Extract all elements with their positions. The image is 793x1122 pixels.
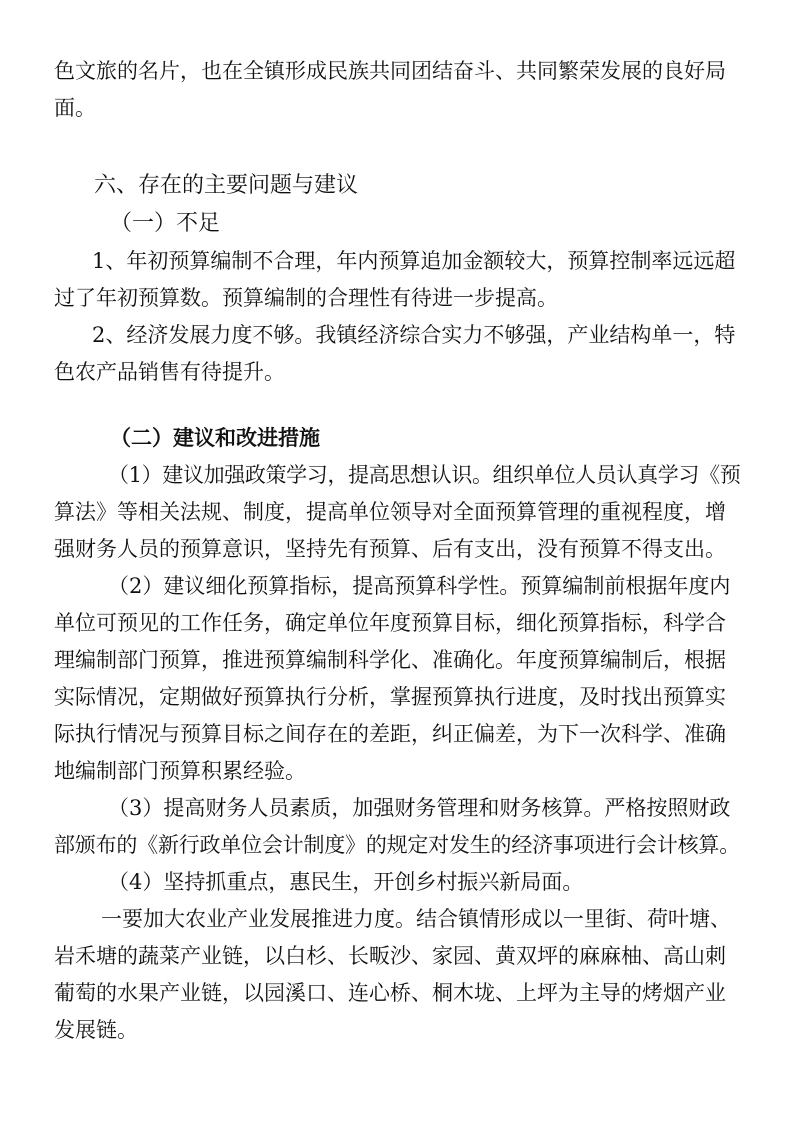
paragraph-line: 际执行情况与预算目标之间存在的差距，纠正偏差，为下一次科学、准确 [54, 722, 726, 746]
paragraph-line: 一要加大农业产业发展推进力度。结合镇情形成以一里街、荷叶塘、 [101, 907, 731, 931]
paragraph-line: （4）坚持抓重点，惠民生，开创乡村振兴新局面。 [108, 870, 584, 894]
paragraph-line: （3）提高财务人员素质，加强财务管理和财务核算。严格按照财政 [108, 796, 731, 820]
paragraph-line: 实际情况，定期做好预算执行分析，掌握预算执行进度，及时找出预算实 [54, 685, 726, 709]
paragraph-line: 发展链。 [54, 1018, 138, 1042]
paragraph-line: 过了年初预算数。预算编制的合理性有待进一步提高。 [54, 286, 558, 310]
paragraph-line: 1、年初预算编制不合理，年内预算追加金额较大，预算控制率远远超 [92, 249, 736, 273]
paragraph-line: 地编制部门预算积累经验。 [54, 759, 306, 783]
section-heading: 六、存在的主要问题与建议 [94, 173, 359, 198]
paragraph-line: 岩禾塘的蔬菜产业链，以白杉、长畈沙、家园、黄双坪的麻麻柚、高山刺 [54, 944, 726, 968]
paragraph-line: 理编制部门预算，推进预算编制科学化、准确化。年度预算编制后，根据 [54, 648, 726, 672]
subsection-heading: （一）不足 [110, 211, 221, 236]
paragraph-line: 强财务人员的预算意识，坚持先有预算、后有支出，没有预算不得支出。 [54, 537, 726, 561]
paragraph-line: 色文旅的名片，也在全镇形成民族共同团结奋斗、共同繁荣发展的良好局 [54, 59, 726, 83]
paragraph-line: 葡萄的水果产业链，以园溪口、连心桥、桐木垅、上坪为主导的烤烟产业 [54, 981, 726, 1005]
paragraph-line: 单位可预见的工作任务，确定单位年度预算目标，细化预算指标，科学合 [54, 611, 726, 635]
paragraph-line: 面。 [54, 96, 96, 120]
paragraph-line: 部颁布的《新行政单位会计制度》的规定对发生的经济事项进行会计核算。 [54, 833, 740, 857]
paragraph-line: （2）建议细化预算指标，提高预算科学性。预算编制前根据年度内 [108, 574, 731, 598]
subsection-heading: （二）建议和改进措施 [110, 426, 320, 450]
paragraph-line: 2、经济发展力度不够。我镇经济综合实力不够强，产业结构单一，特 [92, 323, 736, 347]
paragraph-line: 色农产品销售有待提升。 [54, 360, 285, 384]
paragraph-line: 算法》等相关法规、制度，提高单位领导对全面预算管理的重视程度，增 [54, 500, 726, 524]
paragraph-line: （1）建议加强政策学习，提高思想认识。组织单位人员认真学习《预 [108, 463, 741, 487]
